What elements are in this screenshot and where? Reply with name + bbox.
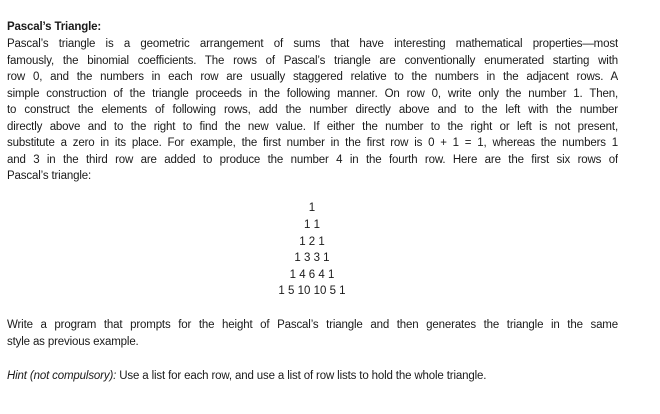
hint-paragraph <box>7 369 618 383</box>
intro-line: simple construction of the triangle proceeds in the following manner. On row 0, write only the number 1. Then, <box>7 87 618 100</box>
intro-line: substitute a zero in its place. For example, the first number in the first row is 0 + 1 = 1, whereas the numbers 1 <box>7 137 618 149</box>
intro-line: Pascal’s triangle: <box>7 170 92 182</box>
intro-line: and 3 in the third row are added to produce the number 4 in the fourth row. Here are the first six rows of <box>7 153 618 166</box>
triangle-row: 1 5 10 10 5 1 <box>278 285 346 297</box>
task-line: Write a program that prompts for the height of Pascal’s triangle and then generates the triangle in the same <box>7 319 618 331</box>
triangle-row: 1 <box>308 202 316 214</box>
intro-line: Pascal’s triangle is a geometric arrangement of sums that have interesting mathematical properties—most <box>7 38 618 50</box>
triangle-row: 1 4 6 4 1 <box>289 269 335 281</box>
intro-line: row 0, and the numbers in each row are usually staggered relative to the numbers in the adjacent rows. A <box>7 71 618 83</box>
section-title: Pascal’s Triangle: <box>7 21 102 33</box>
intro-line: to construct the elements of following rows, add the number directly above and to the left with the number <box>7 104 618 116</box>
hint-text: Use a list for each row, and use a list of row lists to hold the whole triangle. <box>116 370 487 382</box>
hint-label: Hint (not compulsory): <box>7 370 117 382</box>
triangle-row: 1 2 1 <box>299 236 325 248</box>
triangle-row: 1 1 <box>304 219 320 231</box>
intro-line: directly above and to the right to find the new value. If either the number to the right or left is not present, <box>7 120 618 133</box>
task-line: style as previous example. <box>7 335 139 348</box>
intro-line: famously, the binomial coefficients. The rows of Pascal’s triangle are conventionally enumerated starting with <box>7 54 618 67</box>
triangle-row: 1 3 3 1 <box>294 252 330 264</box>
